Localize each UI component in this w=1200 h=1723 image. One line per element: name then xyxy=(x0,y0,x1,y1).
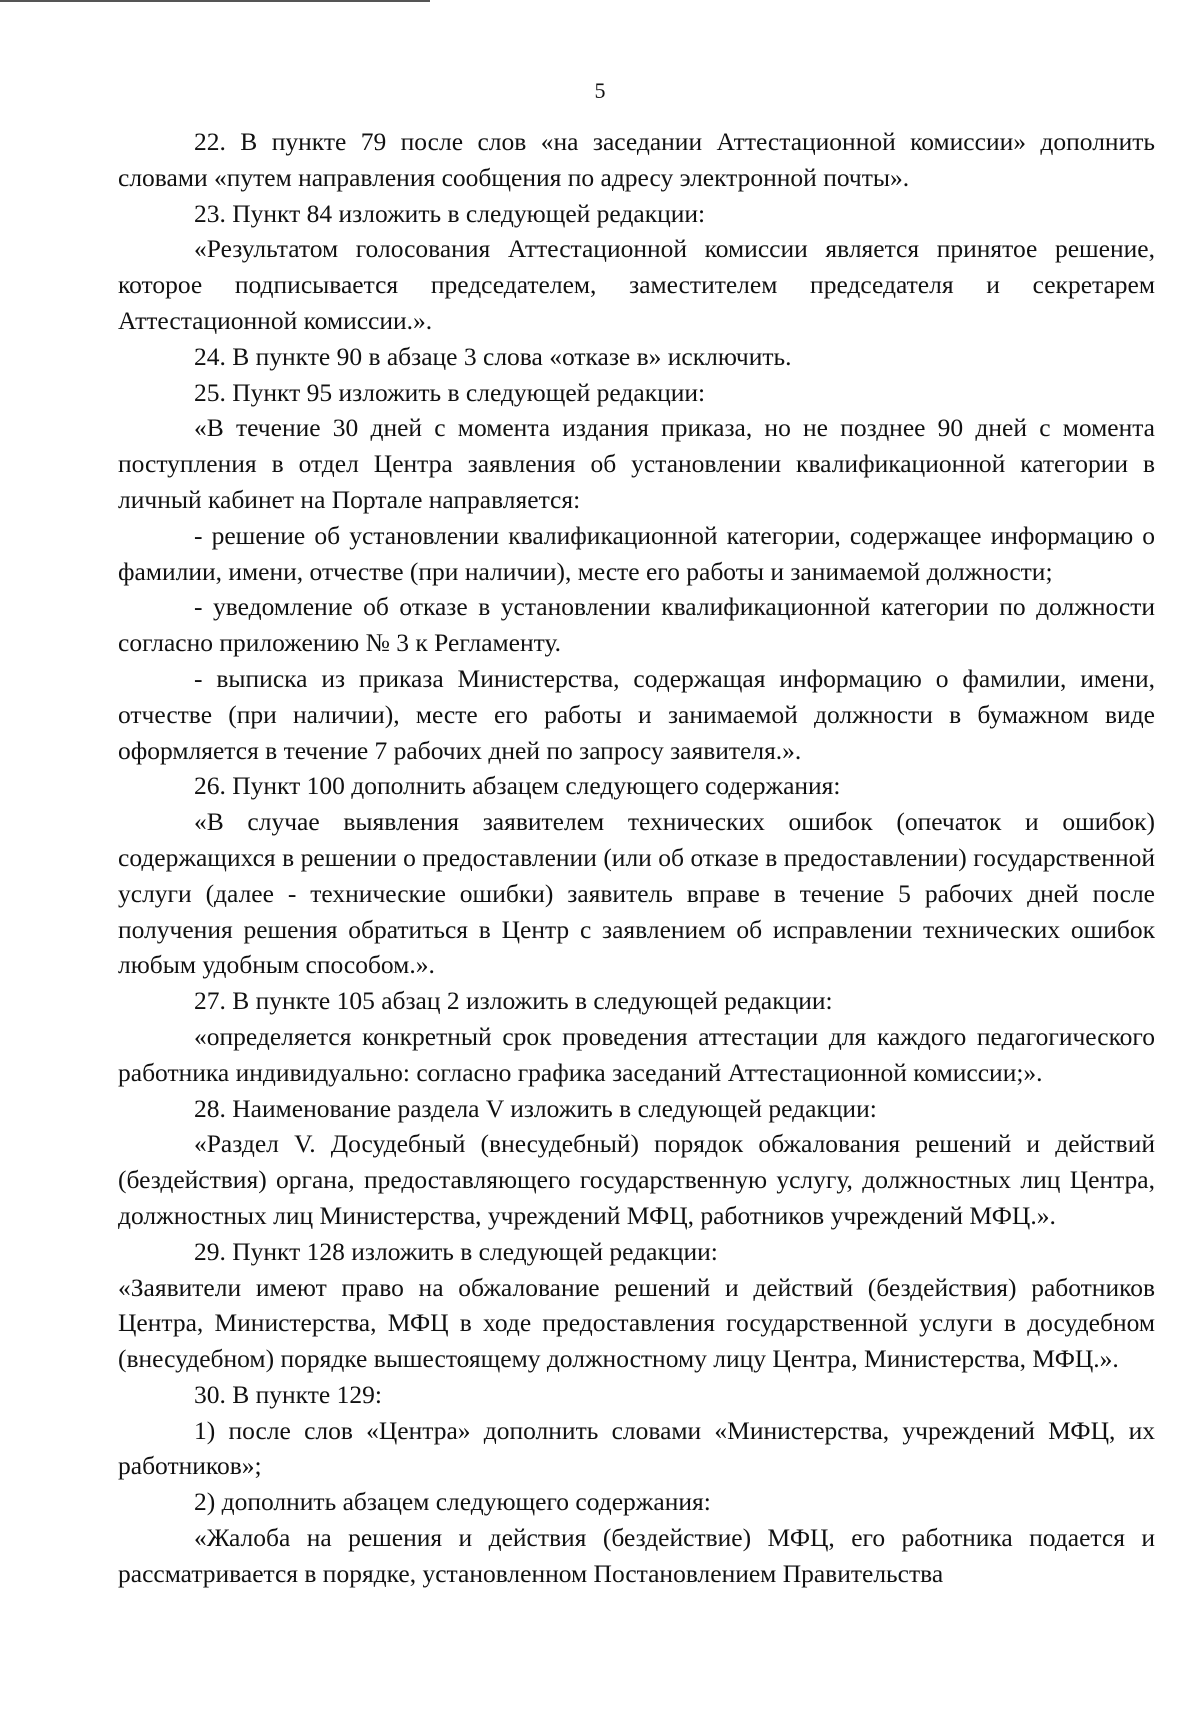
paragraph-29: 29. Пункт 128 изложить в следующей редакции: xyxy=(194,1236,718,1266)
paragraph-22: 22. В пункте 79 после слов «на заседании Аттестационной комиссии» дополнить словами «путем направления сообщения по адресу электронной почты». xyxy=(118,127,1155,192)
paragraph-27-quote: «определяется конкретный срок проведения аттестации для каждого педагогического работника индивидуально: согласно графика заседаний Аттестационной комиссии;». xyxy=(118,1021,1155,1087)
paragraph-30-quote: «Жалоба на решения и действия (бездействие) МФЦ, его работника подается и рассматривается в порядке, установленном Постановлением Правительства xyxy=(118,1523,1155,1588)
paragraph-24: 24. В пункте 90 в абзаце 3 слова «отказе в» исключить. xyxy=(194,341,792,371)
scan-edge-line xyxy=(0,0,430,2)
paragraph-27: 27. В пункте 105 абзац 2 изложить в следующей редакции: xyxy=(194,986,833,1016)
paragraph-28-quote: «Раздел V. Досудебный (внесудебный) порядок обжалования решений и действий (бездействия) органа, предоставляющего государственную услугу, должностных лиц Центра, должностных лиц Министерства, учреждений МФЦ, работников учреждений МФЦ.». xyxy=(118,1129,1155,1230)
paragraph-23-quote: «Результатом голосования Аттестационной комиссии является принятое решение, которое подписывается председателем, заместителем председателя и секретарем Аттестационной комиссии.». xyxy=(118,234,1155,335)
page-number: 5 xyxy=(594,78,606,103)
paragraph-30-item-1: 1) после слов «Центра» дополнить словами «Министерства, учреждений МФЦ, их работников»; xyxy=(118,1415,1155,1481)
paragraph-26: 26. Пункт 100 дополнить абзацем следующего содержания: xyxy=(194,771,841,801)
paragraph-28: 28. Наименование раздела V изложить в следующей редакции: xyxy=(194,1093,877,1123)
paragraph-25: 25. Пункт 95 изложить в следующей редакции: xyxy=(194,377,706,407)
document-body xyxy=(118,124,1155,1592)
paragraph-23: 23. Пункт 84 изложить в следующей редакции: xyxy=(194,198,706,228)
paragraph-25-item-3: - выписка из приказа Министерства, содержащая информацию о фамилии, имени, отчестве (при наличии), месте его работы и занимаемой должности в бумажном виде оформляется в течение 7 рабочих дней по запросу заявителя.». xyxy=(118,663,1155,765)
paragraph-26-quote: «В случае выявления заявителем технических ошибок (опечаток и ошибок) содержащихся в решении о предоставлении (или об отказе в предоставлении) государственной услуги (далее - технические ошибки) заявитель вправе в течение 5 рабочих дней после получения решения обратиться в Центр с заявлением об исправлении технических ошибок любым удобным способом.». xyxy=(118,807,1155,980)
paragraph-30: 30. В пункте 129: xyxy=(194,1379,382,1409)
paragraph-25-item-1: - решение об установлении квалификационной категории, содержащее информацию о фамилии, имени, отчестве (при наличии), месте его работы и занимаемой должности; xyxy=(118,520,1155,586)
paragraph-30-item-2: 2) дополнить абзацем следующего содержания: xyxy=(194,1487,711,1517)
paragraph-25-item-2: - уведомление об отказе в установлении квалификационной категории по должности согласно приложению № 3 к Регламенту. xyxy=(118,592,1155,658)
paragraph-25-quote: «В течение 30 дней с момента издания приказа, но не позднее 90 дней с момента поступления в отдел Центра заявления об установлении квалификационной категории в личный кабинет на Портале направляется: xyxy=(118,413,1155,514)
paragraph-29-quote: «Заявители имеют право на обжалование решений и действий (бездействия) работников Центра, Министерства, МФЦ в ходе предоставления государственной услуги в досудебном (внесудебном) порядке вышестоящему должностному лицу Центра, Министерства, МФЦ.». xyxy=(118,1272,1155,1374)
